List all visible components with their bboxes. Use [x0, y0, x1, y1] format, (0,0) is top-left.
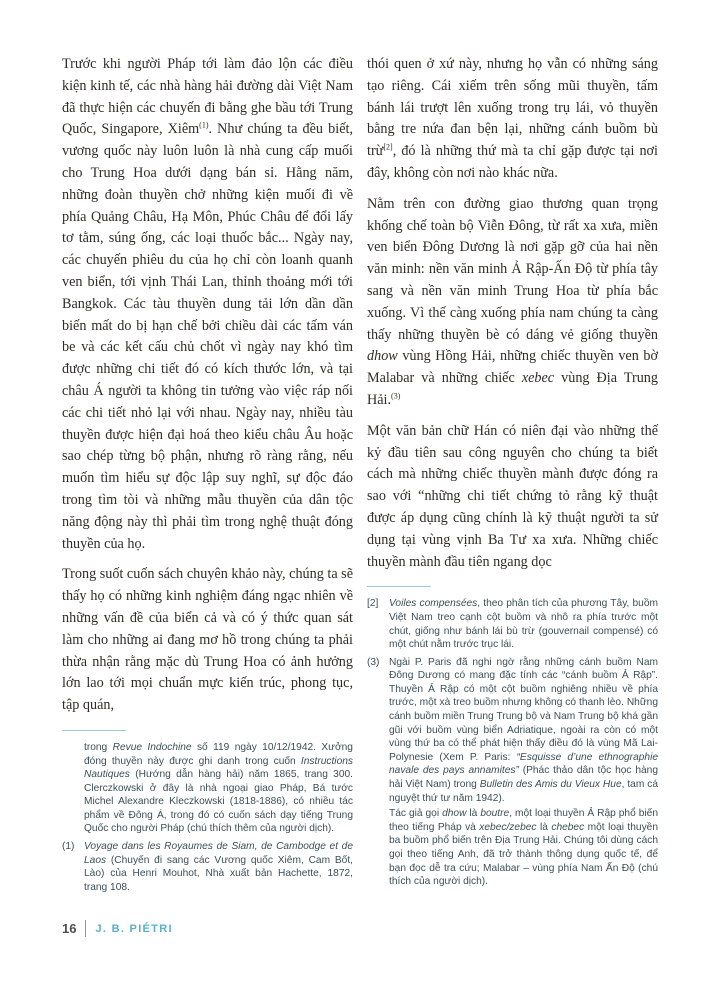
page-number: 16	[62, 921, 77, 936]
page-footer	[62, 920, 173, 937]
footnote-separator	[62, 730, 126, 731]
body-paragraph: Trước khi người Pháp tới làm đảo lộn các điều kiện kinh tế, các nhà hàng hải đường dài Việt Nam đã thực hiện các chuyến đi bằng ghe bầu tới Trung Quốc, Singapore, Xiêm$^{(1)}$. Như chúng ta đều biết, vương quốc này luôn luôn là nhà cung cấp muối cho Trung Hoa dưới dạng bán sỉ. Hằng năm, những đoàn thuyền chở những kiện muối đi về phía Quảng Châu, Hạ Môn, Phúc Châu để đổi lấy tơ tằm, súng ống, các loại thuốc bắc... Ngày nay, các chuyến phiêu du của họ chỉ còn loanh quanh ven biển, tới vịnh Thái Lan, thỉnh thoảng mới tới Bangkok. Các tàu thuyền dung tải lớn dần dần biến mất do bị hạn chế bởi chiều dài các tấm ván be và các kết cấu chủ chốt vì ngày nay khó tìm được những chi tiết đó có kích thước lớn, và tại châu Á người ta không tin tưởng vào việc ráp nối các chi tiết nhỏ lại với nhau. Ngày nay, nhiều tàu thuyền được hiện đại hoá theo kiểu châu Âu hoặc sao chép từng bộ phận, nhưng rõ ràng rằng, nếu muốn tìm hiểu sự độc lập suy nghĩ, sự độc đáo trong tìm tòi và những mẫu thuyền của dân tộc năng động này thì phải tìm trong nghệ thuật đóng thuyền của họ.	[62, 56, 353, 552]
footnote-separator	[367, 586, 431, 587]
right-footnotes	[367, 597, 658, 888]
right-column	[367, 54, 658, 898]
footnote-text	[389, 656, 658, 889]
footer-divider	[85, 920, 86, 937]
footnote-continuation: trong Revue Indochine số 119 ngày 10/12/1942. Xưởng đóng thuyền này được ghi danh trong cuốn Instructions Nautiques (Hướng dẫn hàng hải) năm 1865, trang 300. Clerczkowski ở đây là nhà ngoại giao Pháp, Bá tước Michel Alexandre Kleczkowski (1818-1886), có nhiều tác phẩm về Đông Á, trong đó có cuốn sách dạy tiếng Trung Quốc cho người Pháp (chú thích thêm của người dịch).	[84, 741, 353, 835]
body-paragraph: thói quen ở xứ này, nhưng họ vẫn có những sáng tạo riêng. Cái xiếm trên sống mũi thuyền, tấm bánh lái trượt lên xuống trong trụ lái, vỏ thuyền bằng tre nứa đan bện lại, những cánh buồm bù trừ[2], đó là những thứ mà ta chỉ gặp được tại nơi đây, không còn nơi nào khác nữa.	[367, 56, 658, 181]
footnote-text: Voiles compensées, theo phân tích của phương Tây, buồm Việt Nam treo cạnh cột buồm và nhô ra phía trước một chút, giống như bánh lái bù trừ (gouvernail compensé) có một chút nằm trước trục lái.	[389, 598, 658, 651]
footnote-marker: (1)	[62, 841, 75, 853]
footnote-marker: (3)	[367, 656, 380, 668]
footnote-marker: [2]	[367, 598, 379, 610]
running-author: J. B. PIÉTRI	[95, 922, 173, 935]
text-columns	[62, 54, 658, 898]
footnote-text-part: Ngài P. Paris đã nghi ngờ rằng những cánh buồm Nam Đông Dương có mang đặc tính các “cánh buồm Ả Rập”. Thuyền Ả Rập có một cột buồm nghiêng nhiều về phía trước, một xà treo buồm nhưng không có thanh lèo. Những cánh buồm miền Trung Trung bộ và Nam Trung bộ khá gần gũi với buồm vùng biển Adriatique, ngoài ra còn có một vùng thứ ba có thể phát hiện thấy điều đó là vùng Mã Lai-Polynesie (Xem P. Paris: “Esquisse d’une ethnographie navale des pays annamites” (Phác thảo dân tộc học hàng hải Việt Nam) trong Bulletin des Amis du Vieux Hue, tam cá nguyệt thứ tư năm 1942).	[389, 656, 658, 804]
body-paragraph: Một văn bản chữ Hán có niên đại vào những thế kỷ đầu tiên sau công nguyên cho chúng ta biết cách mà những chiếc thuyền mành được đóng ra sao với “những chi tiết chứng tỏ rằng kỹ thuật được áp dụng cũng chính là kỹ thuật người ta sử dụng tại vùng vịnh Ba Tư xa xưa. Những chiếc thuyền mành đầu tiên ngang dọc	[367, 422, 658, 570]
body-paragraph: Trong suốt cuốn sách chuyên khảo này, chúng ta sẽ thấy họ có những kinh nghiệm đáng ngạc nhiên về những vấn đề của biển cả và có ý thức quan sát làm cho những ai đang mơ hồ trong chúng ta phải thừa nhận rằng mặc dù Trung Hoa có ảnh hưởng lớn lao tới mọi chuẩn mực kiến trúc, phong tục, tập quán,	[62, 566, 353, 714]
footnote-text-part: Tác giả gọi dhow là boutre, một loại thuyền Ả Rập phổ biến theo tiếng Pháp và xebec/zebec là chebec một loại thuyền ba buồm phổ biến trên Địa Trung Hải. Chúng tôi dùng cách gọi theo tiếng Anh, đã trở thành thông dụng quốc tế, để bạn đọc dễ tra cứu; Malabar – vùng phía Nam Ấn Độ (chú thích của người dịch).	[389, 808, 658, 888]
footnote	[367, 597, 658, 651]
footnote	[367, 656, 658, 889]
left-footnotes	[62, 741, 353, 895]
body-paragraph: Nằm trên con đường giao thương quan trọng khống chế toàn bộ Viễn Đông, từ rất xa xưa, miền ven biển Đông Dương là nơi gặp gỡ của hai nền văn minh: nền văn minh Ả Rập-Ấn Độ từ phía tây sang và nền văn minh Trung Hoa từ phía bắc xuống. Vì thế càng xuống phía nam chúng ta càng thấy những thuyền bè có dáng vẻ giống thuyền dhow vùng Hồng Hải, những chiếc thuyền ven bờ Malabar và những chiếc xebec vùng Địa Trung Hải.$^{(3)}$	[367, 195, 658, 408]
footnote-text: Voyage dans les Royaumes de Siam, de Cambodge et de Laos (Chuyến đi sang các Vương quốc Xiêm, Cam Bốt, Lào) của Henri Mouhot, Nhà xuất bản Hachette, 1872, trang 108.	[84, 841, 353, 893]
footnote	[62, 840, 353, 894]
left-column	[62, 54, 353, 898]
